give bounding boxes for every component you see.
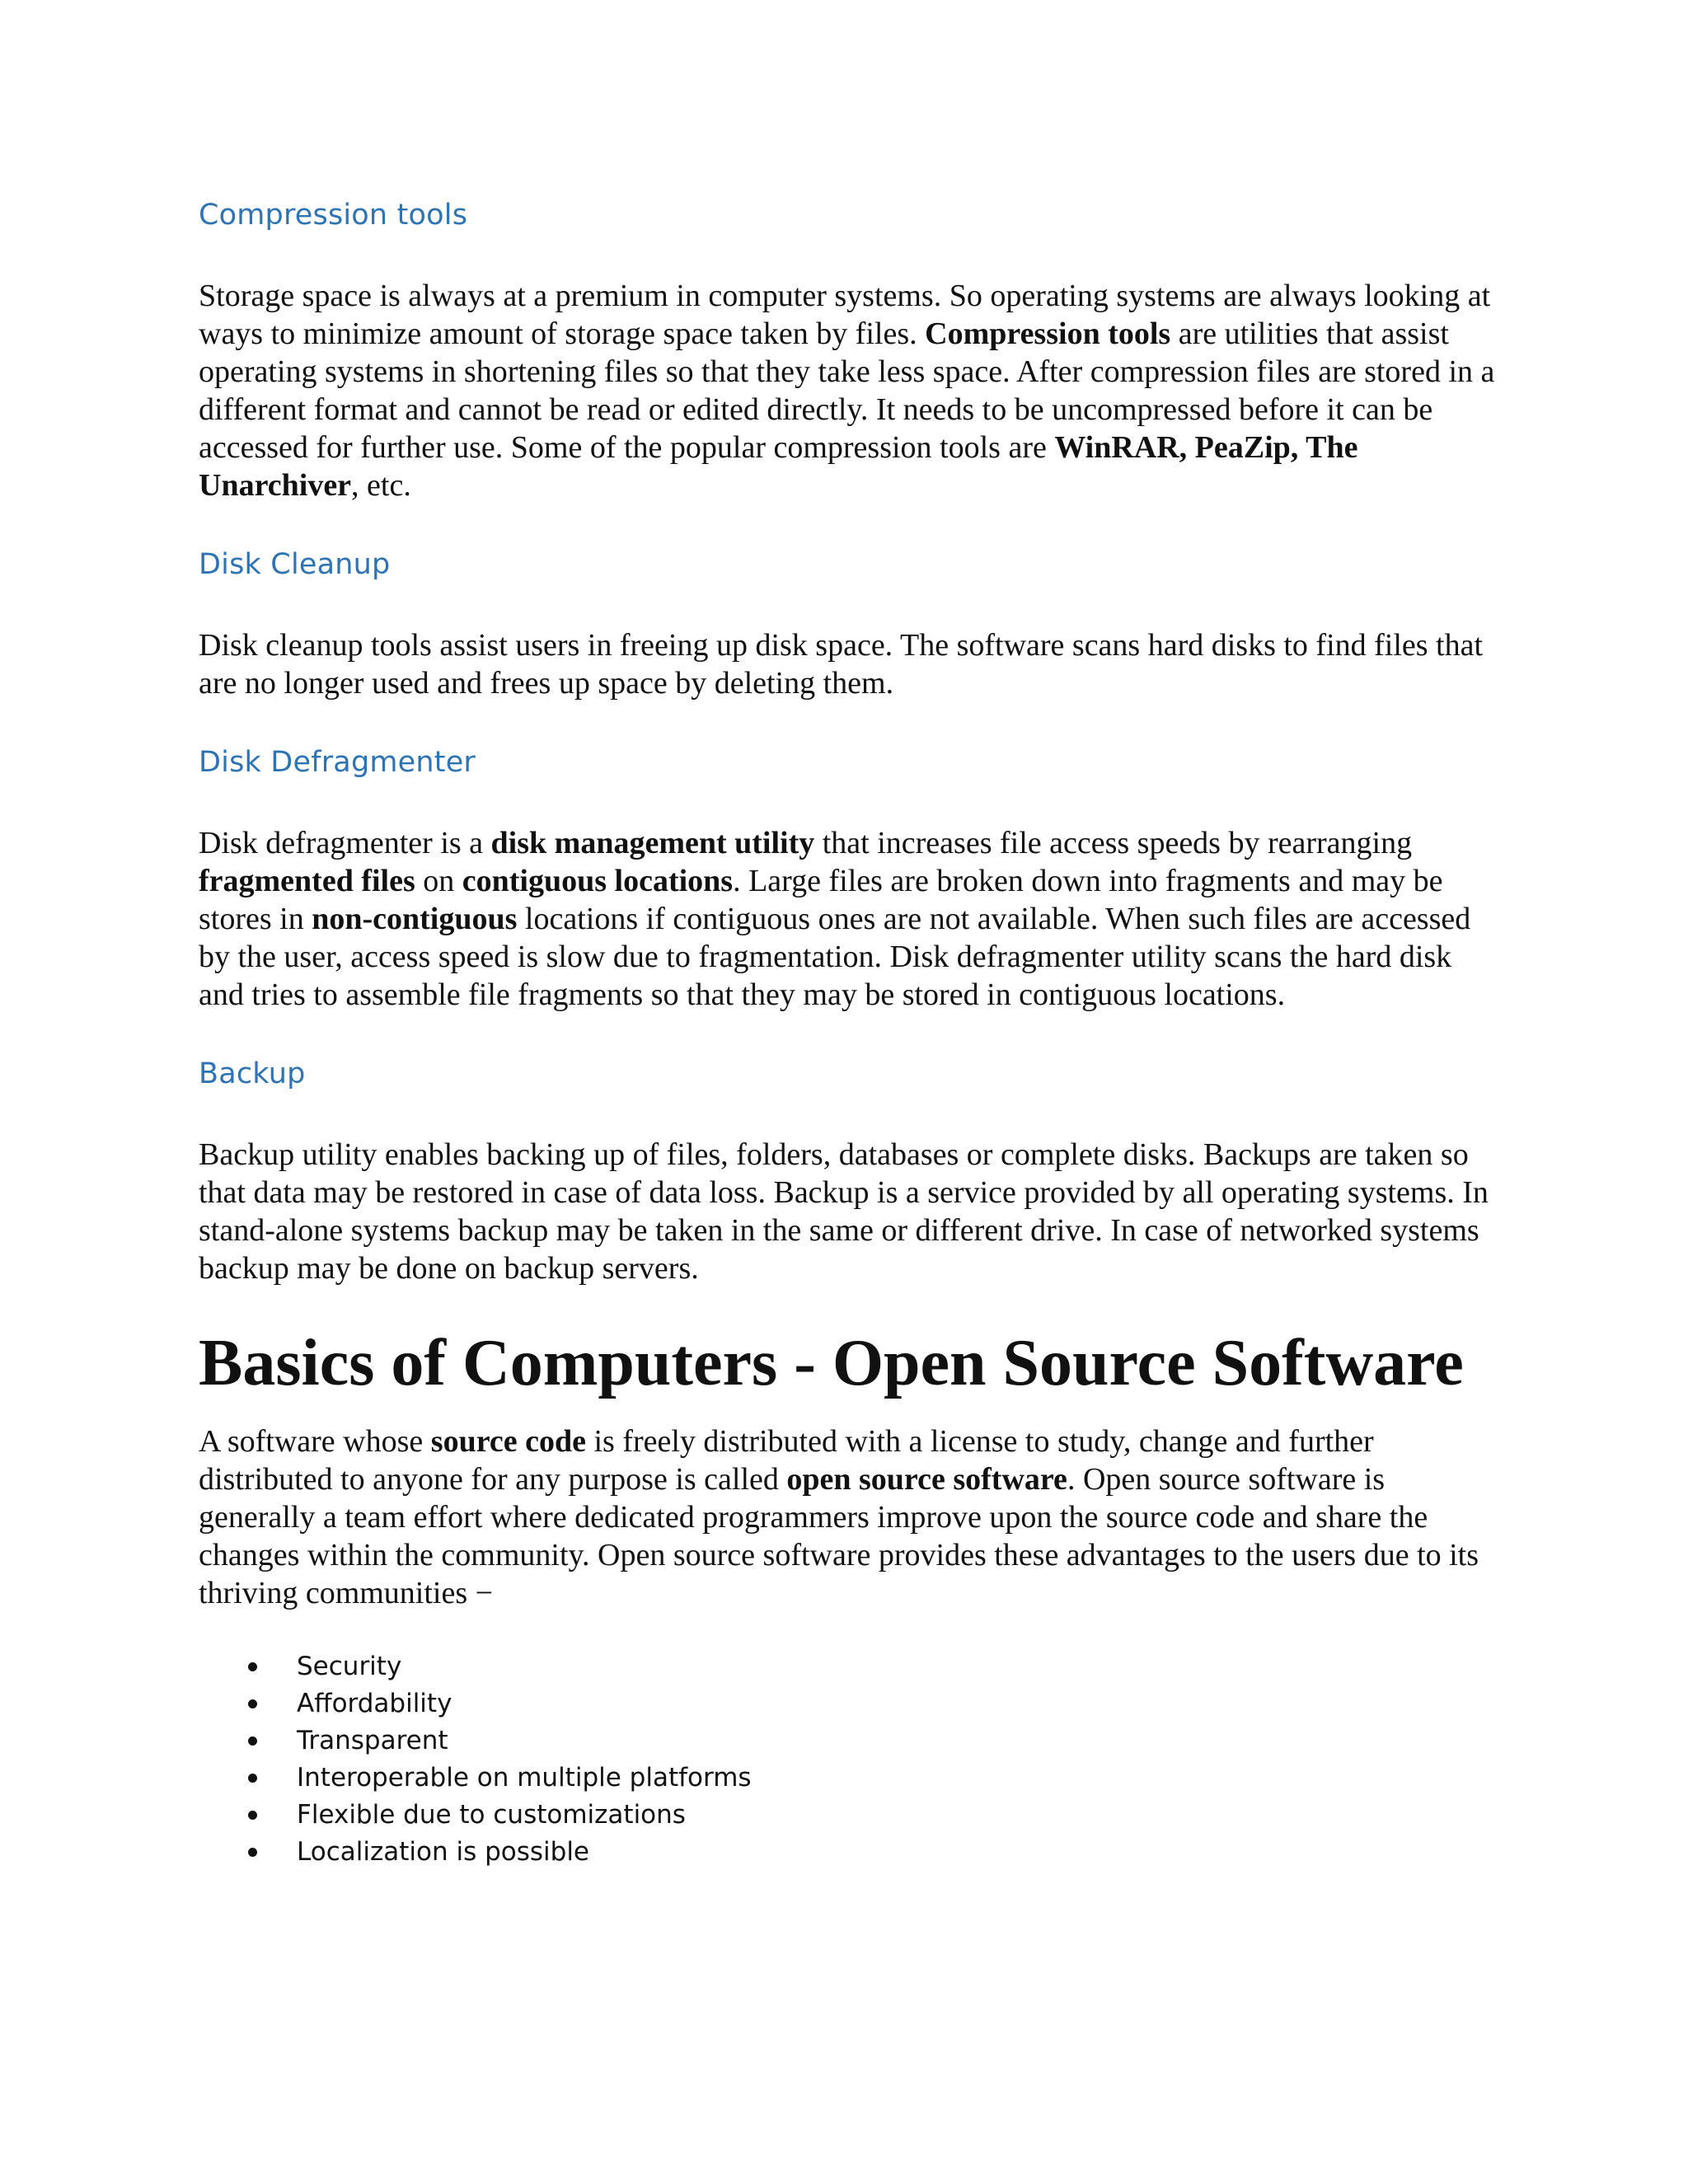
bold-run: WinRAR, PeaZip, The Unarchiver: [199, 430, 1358, 503]
list-item-label: Affordability: [297, 1689, 452, 1718]
heading-disk-cleanup: Disk Cleanup: [199, 548, 391, 581]
text-run: . Large files are broken down into fragments and may be stores in: [199, 864, 1443, 936]
list-item-label: Localization is possible: [297, 1837, 590, 1867]
main-title: Basics of Computers - Open Source Software: [199, 1327, 1464, 1399]
text-run: is freely distributed with a license to study, change and further distributed to anyone for any purpose is called: [199, 1424, 1374, 1497]
bold-run: fragmented files: [199, 864, 415, 898]
text-run: that increases file access speeds by rearranging: [814, 826, 1413, 860]
document-content: [199, 196, 1501, 1871]
list-item-label: Security: [297, 1652, 402, 1681]
list-item-label: Interoperable on multiple platforms: [297, 1763, 752, 1793]
para-disk-defragmenter: [199, 824, 1501, 1014]
bullet-icon: [248, 1736, 257, 1746]
list-item: [199, 1797, 1501, 1834]
list-item: [199, 1648, 1501, 1685]
text-run: . Open source software is generally a team effort where dedicated programmers improve upon the source code and share the changes within the community. Open source software provides these advantages to the users due to its thriving communities −: [199, 1462, 1479, 1610]
list-item-label: Flexible due to customizations: [297, 1800, 686, 1830]
bullet-icon: [248, 1811, 257, 1820]
text-run: , etc.: [351, 468, 411, 503]
text-run: locations if contiguous ones are not available. When such files are accessed by the user, access speed is slow due to fragmentation. Disk defragmenter utility scans the hard disk and tries to assemble file fragments so that they may be stored in contiguous locations.: [199, 902, 1471, 1012]
text-run: are utilities that assist operating systems in shortening files so that they take less space. After compression files are stored in a different format and cannot be read or edited directly. It needs to be uncompressed before it can be accessed for further use. Some of the popular compression tools are: [199, 316, 1495, 465]
bold-run: contiguous locations: [462, 864, 734, 898]
bold-run: open source software: [786, 1462, 1067, 1497]
bullet-icon: [248, 1848, 257, 1857]
bold-run: Compression tools: [925, 316, 1171, 351]
text-run: Backup utility enables backing up of files, folders, databases or complete disks. Backups are taken so that data may be restored in case of data loss. Backup is a service provided by all operating systems. In stand-alone systems backup may be taken in the same or different drive. In case of networked systems backup may be done on backup servers.: [199, 1137, 1489, 1286]
list-item: [199, 1685, 1501, 1722]
list-item: [199, 1722, 1501, 1760]
text-run: A software whose: [199, 1424, 431, 1459]
list-item: [199, 1834, 1501, 1871]
list-item: [199, 1760, 1501, 1797]
bold-run: non-contiguous: [312, 902, 518, 936]
para-open-source-intro: [199, 1422, 1501, 1612]
heading-backup: Backup: [199, 1057, 306, 1090]
list-item-label: Transparent: [297, 1726, 448, 1755]
para-compression-tools: [199, 277, 1501, 504]
bullet-icon: [248, 1774, 257, 1783]
bullet-icon: [248, 1662, 257, 1671]
text-run: Storage space is always at a premium in computer systems. So operating systems are always looking at ways to minimize amount of storage space taken by files.: [199, 279, 1491, 351]
text-run: on: [415, 864, 462, 898]
bold-run: disk management utility: [490, 826, 815, 860]
text-run: Disk defragmenter is a: [199, 826, 491, 860]
heading-disk-defragmenter: Disk Defragmenter: [199, 746, 476, 779]
bold-run: source code: [430, 1424, 586, 1459]
text-run: Disk cleanup tools assist users in freeing up disk space. The software scans hard disks to find files that are no longer used and frees up space by deleting them.: [199, 628, 1484, 701]
para-disk-cleanup: [199, 626, 1501, 702]
bullet-icon: [248, 1699, 257, 1708]
para-backup: [199, 1136, 1501, 1287]
advantages-list: [199, 1648, 1501, 1871]
heading-compression-tools: Compression tools: [199, 199, 468, 232]
